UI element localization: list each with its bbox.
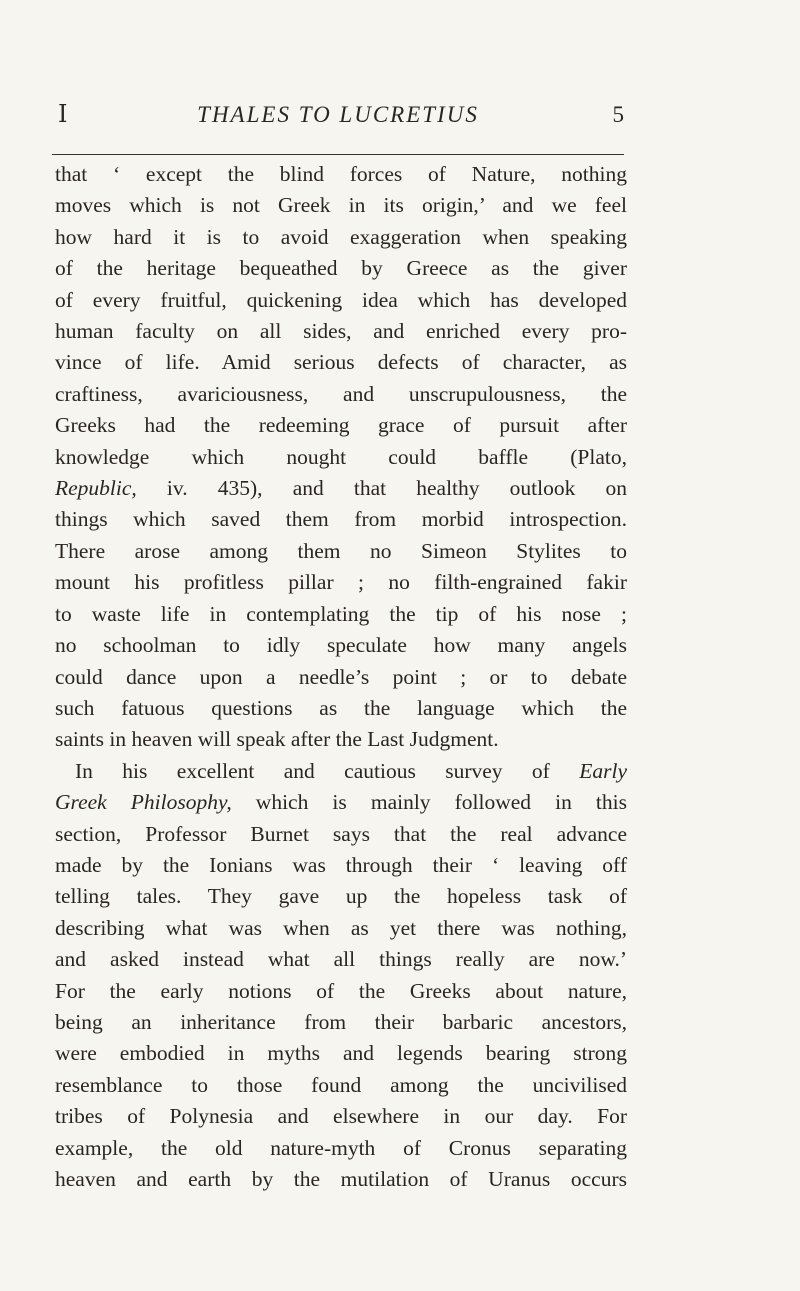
book-title: Early <box>579 758 627 783</box>
text-line: Republic, iv. 435), and that healthy outlook on <box>55 476 627 501</box>
text-line: describing what was when as yet there was nothing, <box>55 915 627 940</box>
text-line: resemblance to those found among the uncivilised <box>55 1072 627 1097</box>
text-line: made by the Ionians was through their ‘ leaving off <box>55 852 627 877</box>
text-line: could dance upon a needle’s point ; or to debate <box>55 664 627 689</box>
text-line: no schoolman to idly speculate how many angels <box>55 633 627 658</box>
text-line: moves which is not Greek in its origin,’ and we feel <box>55 193 627 218</box>
text-line: tribes of Polynesia and elsewhere in our day. For <box>55 1104 627 1129</box>
text-line: saints in heaven will speak after the Last Judgment. <box>55 727 499 752</box>
text-line: craftiness, avariciousness, and unscrupulousness, the <box>55 381 627 406</box>
text-line: example, the old nature-myth of Cronus separating <box>55 1135 627 1160</box>
text-line: human faculty on all sides, and enriched every pro- <box>55 319 627 344</box>
text-line: being an inheritance from their barbaric ancestors, <box>55 1009 627 1034</box>
text-line: mount his profitless pillar ; no filth-engrained fakir <box>55 570 627 595</box>
text-line: In his excellent and cautious survey of Early <box>75 758 627 783</box>
text-line: were embodied in myths and legends bearing strong <box>55 1041 627 1066</box>
book-title: Greek Philosophy, <box>55 790 232 815</box>
text-line: that ‘ except the blind forces of Nature, nothing <box>55 162 627 186</box>
text-line: such fatuous questions as the language which the <box>55 695 627 720</box>
text-line: how hard it is to avoid exaggeration when speaking <box>55 224 627 249</box>
text-line: section, Professor Burnet says that the real advance <box>55 821 627 846</box>
running-title: THALES TO LUCRETIUS <box>197 102 479 127</box>
body-text <box>55 159 627 1195</box>
text-line: vince of life. Amid serious defects of character, as <box>55 350 627 375</box>
chapter-number: I <box>58 100 68 128</box>
text-line: heaven and earth by the mutilation of Uranus occurs <box>55 1167 627 1191</box>
text-line: and asked instead what all things really are now.’ <box>55 947 627 972</box>
text-line: things which saved them from morbid introspection. <box>55 507 627 532</box>
text-line: Greeks had the redeeming grace of pursuit after <box>55 413 627 438</box>
page-number: 5 <box>612 102 624 127</box>
text-line: telling tales. They gave up the hopeless task of <box>55 884 627 909</box>
text-line: Greek Philosophy, which is mainly followed in this <box>55 790 627 815</box>
text-line: to waste life in contemplating the tip of his nose ; <box>55 601 627 626</box>
text-line: For the early notions of the Greeks about nature, <box>55 978 627 1003</box>
header-rule <box>52 154 624 155</box>
text-line: of the heritage bequeathed by Greece as the giver <box>55 256 627 281</box>
text-line: of every fruitful, quickening idea which has developed <box>55 287 627 312</box>
running-header <box>52 100 624 146</box>
book-title: Republic, <box>55 476 137 501</box>
text-line: There arose among them no Simeon Stylites to <box>55 538 627 563</box>
text-line: knowledge which nought could baffle (Plato, <box>55 444 627 469</box>
